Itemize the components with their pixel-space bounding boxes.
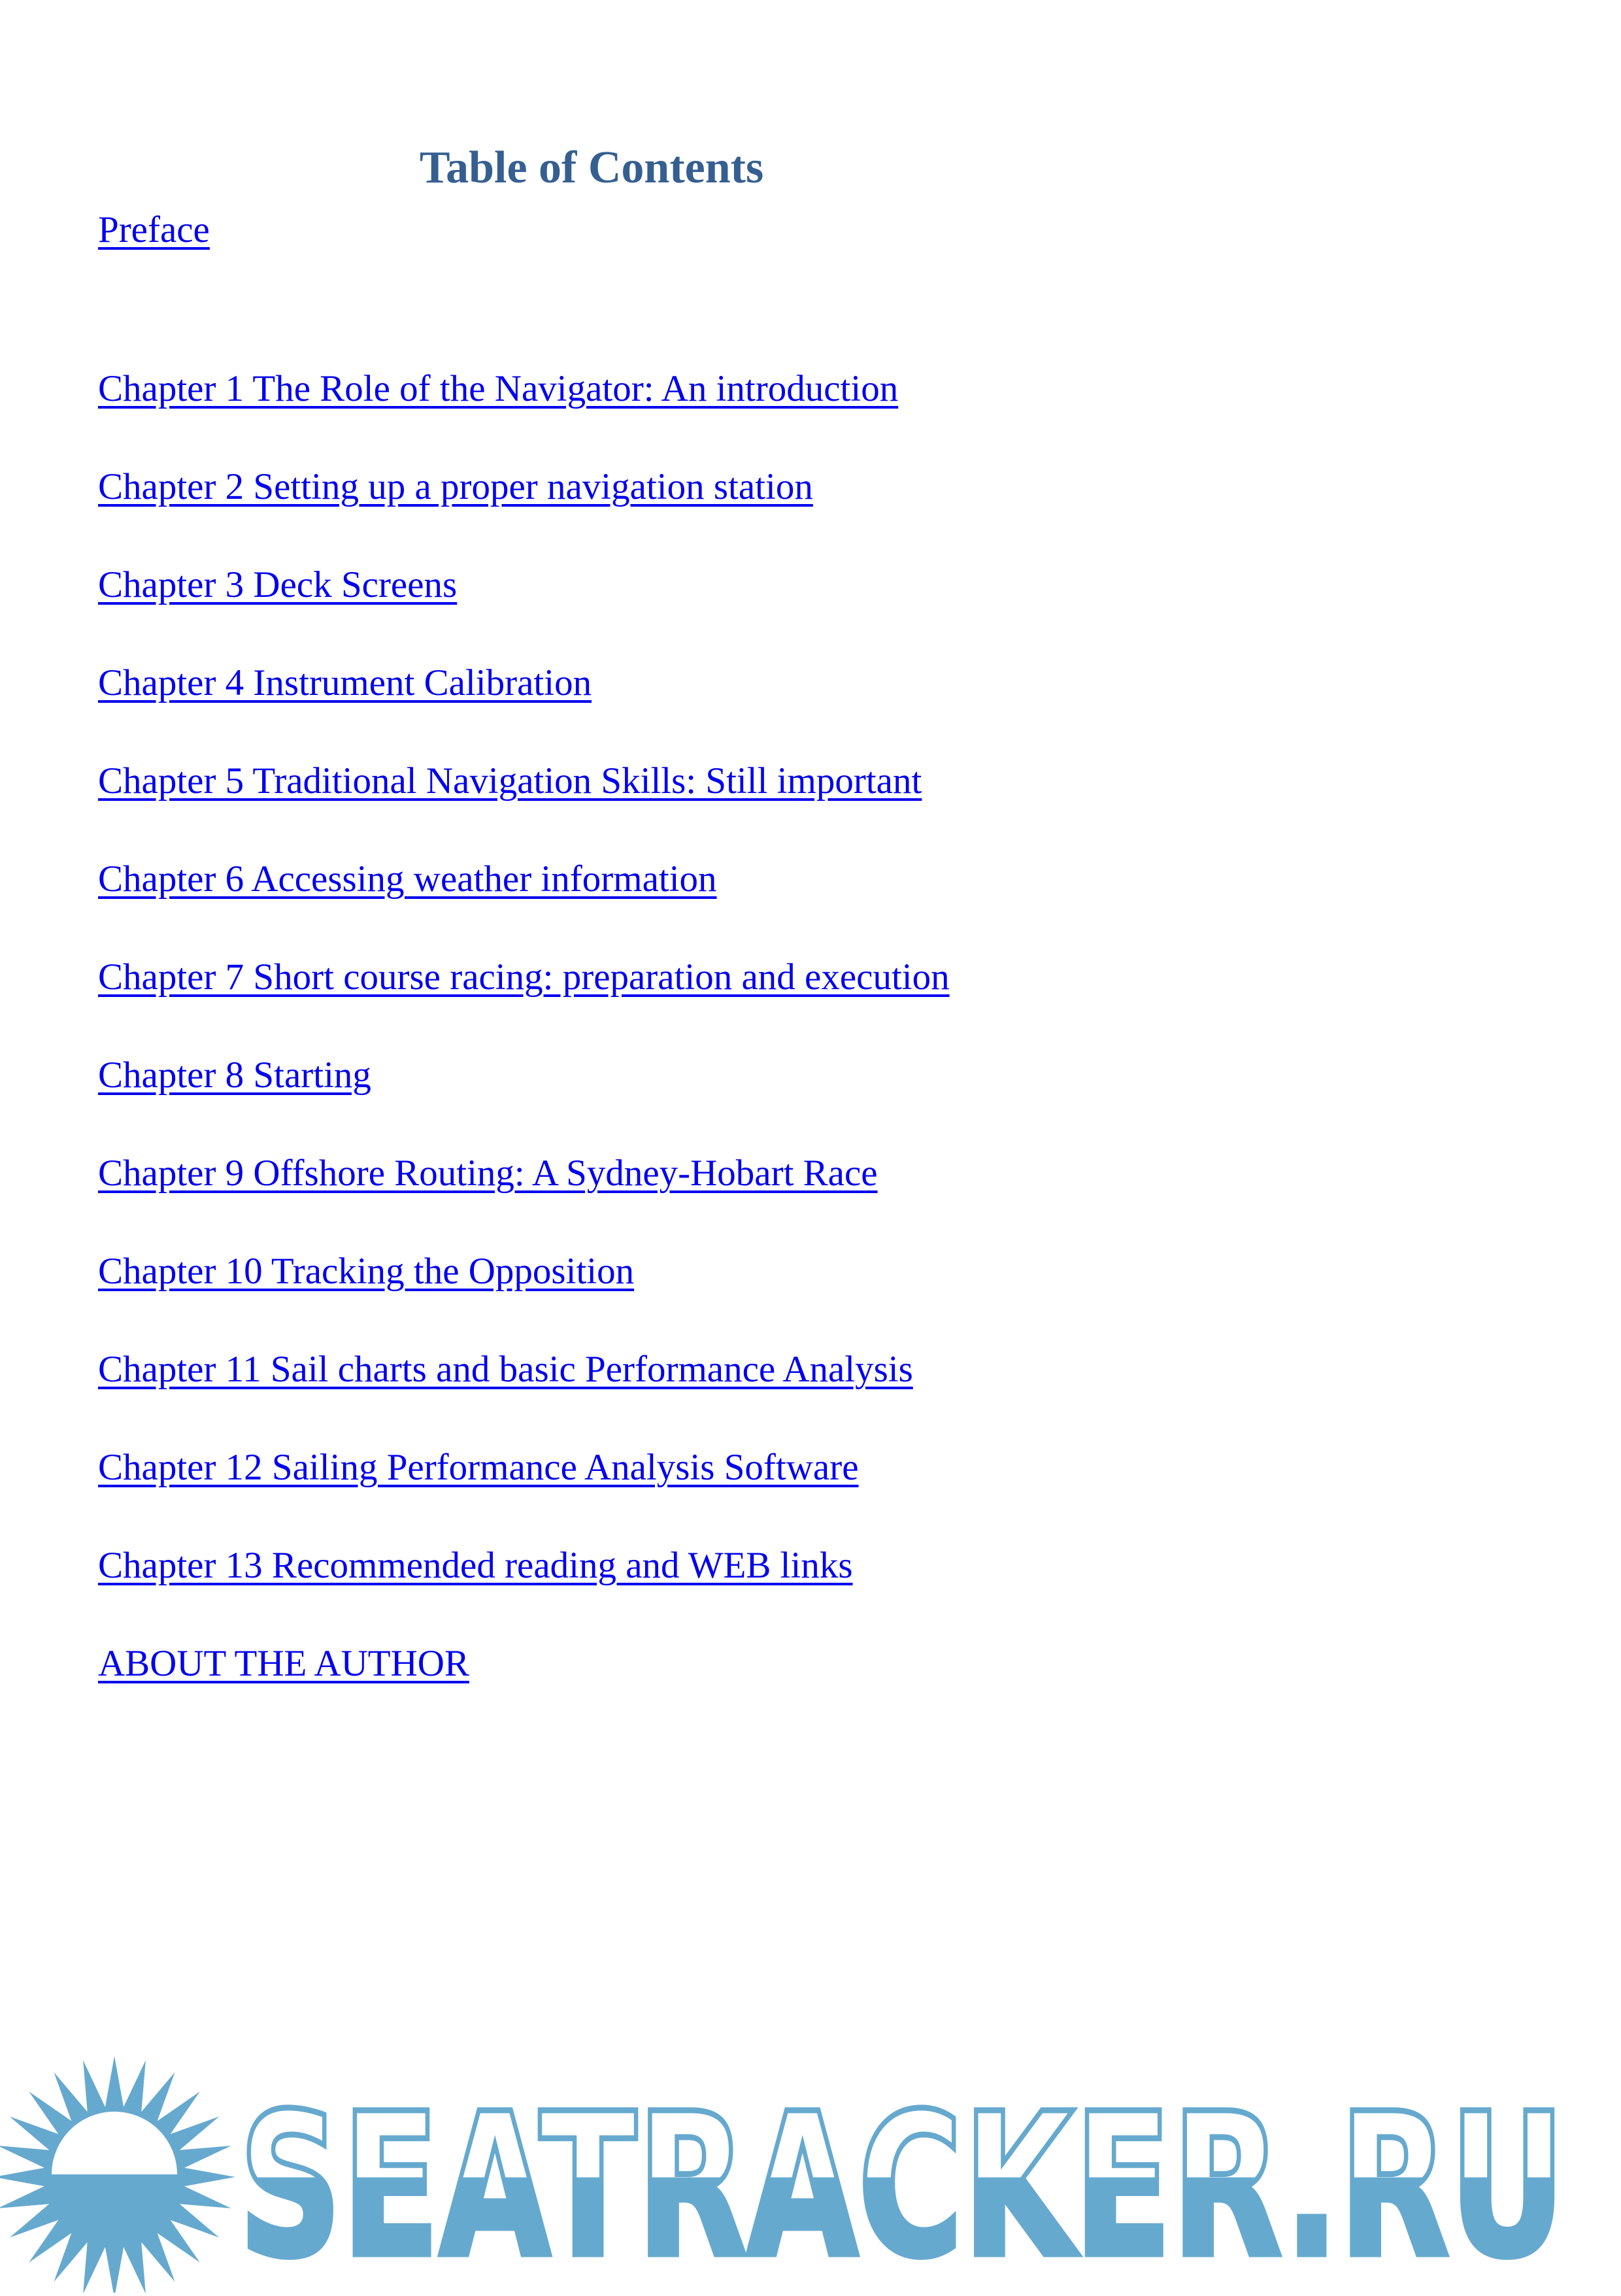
toc-link-chapter-5[interactable]: Chapter 5 Traditional Navigation Skills: Still important <box>98 760 922 802</box>
watermark <box>0 2046 1621 2293</box>
toc-link-chapter-1[interactable]: Chapter 1 The Role of the Navigator: An introduction <box>98 368 899 409</box>
toc-link-chapter-10[interactable]: Chapter 10 Tracking the Opposition <box>98 1251 635 1292</box>
toc-link-preface[interactable]: Preface <box>98 209 210 250</box>
watermark-svg <box>0 2046 1621 2293</box>
toc-link-chapter-8[interactable]: Chapter 8 Starting <box>98 1055 371 1096</box>
toc-link-chapter-13[interactable]: Chapter 13 Recommended reading and WEB links <box>98 1545 853 1586</box>
toc-link-chapter-6[interactable]: Chapter 6 Accessing weather information <box>98 858 717 900</box>
page-title: Table of Contents <box>419 143 764 193</box>
watermark-text: SEATRACKER.RU <box>239 2072 1565 2293</box>
toc-link-chapter-11[interactable]: Chapter 11 Sail charts and basic Performance Analysis <box>98 1349 913 1390</box>
toc-link-chapter-3[interactable]: Chapter 3 Deck Screens <box>98 564 458 605</box>
toc-link-chapter-2[interactable]: Chapter 2 Setting up a proper navigation station <box>98 466 813 507</box>
toc-link-chapter-7[interactable]: Chapter 7 Short course racing: preparation and execution <box>98 956 950 998</box>
toc-link-chapter-4[interactable]: Chapter 4 Instrument Calibration <box>98 662 592 703</box>
toc-link-chapter-12[interactable]: Chapter 12 Sailing Performance Analysis Software <box>98 1447 859 1488</box>
toc-link-chapter-9[interactable]: Chapter 9 Offshore Routing: A Sydney-Hobart Race <box>98 1153 878 1194</box>
sun-icon <box>0 2056 235 2293</box>
toc-link-about-the-author[interactable]: ABOUT THE AUTHOR <box>98 1643 469 1684</box>
